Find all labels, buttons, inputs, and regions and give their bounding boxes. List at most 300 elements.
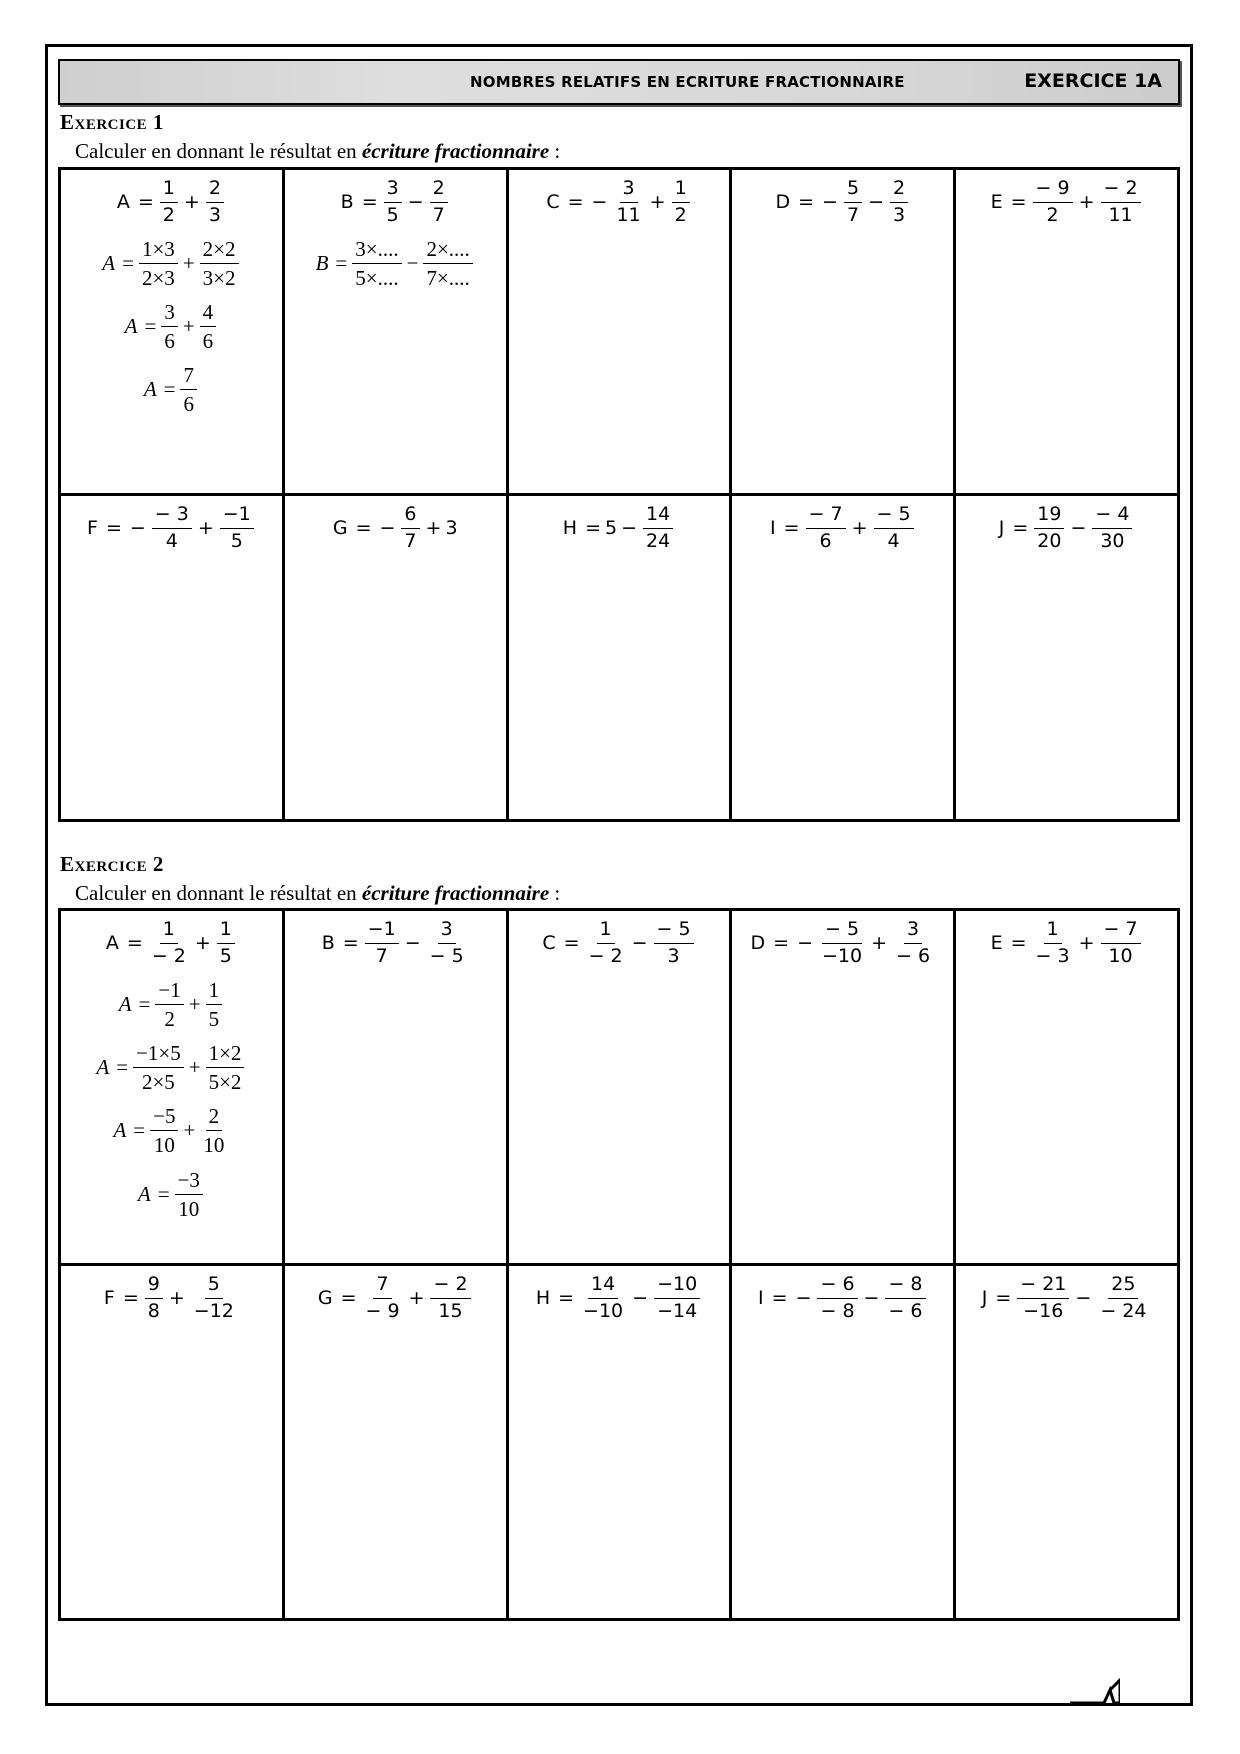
answer-cell-d[interactable] bbox=[731, 169, 955, 495]
denominator: 3 bbox=[667, 944, 680, 967]
fraction bbox=[817, 1274, 857, 1323]
expression-label: D bbox=[775, 191, 791, 214]
exercise1-row-2 bbox=[60, 495, 1179, 821]
integer-term: 3 bbox=[445, 517, 458, 540]
fraction bbox=[155, 978, 183, 1031]
denominator: 20 bbox=[1037, 529, 1062, 552]
denominator: 6 bbox=[819, 529, 832, 552]
expression-label: J bbox=[981, 1287, 988, 1310]
step-variable: A bbox=[143, 377, 157, 402]
fraction bbox=[844, 178, 862, 227]
numerator: 1 bbox=[160, 919, 178, 944]
fraction bbox=[893, 919, 933, 968]
fraction bbox=[200, 300, 217, 353]
exercise1-instruction-text: Calculer en donnant le résultat en bbox=[75, 139, 362, 163]
denominator: −16 bbox=[1023, 1299, 1064, 1322]
fraction bbox=[580, 1274, 626, 1323]
equals-sign: = bbox=[105, 517, 122, 540]
numerator: −1 bbox=[155, 978, 183, 1005]
expression-label: B bbox=[340, 191, 354, 214]
operator: − bbox=[379, 517, 396, 540]
exercise1-title: Exercice 1 bbox=[60, 110, 164, 134]
numerator: 7 bbox=[180, 363, 197, 390]
exercise2-instruction-emphasis: écriture fractionnaire bbox=[361, 881, 550, 905]
fraction bbox=[200, 1104, 227, 1157]
denominator: 7 bbox=[432, 203, 445, 226]
numerator: −1 bbox=[365, 919, 399, 944]
denominator: 4 bbox=[887, 529, 900, 552]
answer-cell-b[interactable] bbox=[283, 169, 507, 495]
fraction bbox=[200, 237, 239, 290]
denominator: 7 bbox=[375, 944, 388, 967]
equals-sign: = bbox=[783, 517, 800, 540]
fraction bbox=[206, 978, 223, 1031]
fraction bbox=[384, 178, 402, 227]
operator: + bbox=[1078, 932, 1095, 955]
numerator: 1 bbox=[217, 919, 235, 944]
operator: + bbox=[649, 191, 666, 214]
numerator: 2×.... bbox=[423, 237, 472, 264]
numerator: − 5 bbox=[822, 919, 862, 944]
equals-sign: = bbox=[342, 932, 359, 955]
numerator: 1 bbox=[672, 178, 690, 203]
numerator: 3 bbox=[620, 178, 638, 203]
denominator: 24 bbox=[646, 529, 671, 552]
fraction bbox=[139, 237, 178, 290]
expression-label: A bbox=[116, 191, 130, 214]
fraction bbox=[1097, 1274, 1149, 1323]
expression-i bbox=[770, 504, 916, 553]
numerator: 3 bbox=[161, 300, 178, 327]
operator: + bbox=[182, 314, 195, 339]
numerator: 5 bbox=[205, 1274, 223, 1299]
expression-h bbox=[536, 1274, 702, 1323]
operator: + bbox=[183, 1118, 196, 1143]
equals-sign: = bbox=[995, 1287, 1012, 1310]
numerator: 4 bbox=[200, 300, 217, 327]
step-variable: A bbox=[102, 250, 116, 275]
operator: − bbox=[1070, 517, 1087, 540]
operator: + bbox=[183, 191, 200, 214]
exercise2-table bbox=[58, 908, 1180, 1621]
expression-label: H bbox=[535, 1287, 551, 1310]
fraction bbox=[160, 178, 178, 227]
fraction bbox=[152, 504, 192, 553]
numerator: − 3 bbox=[152, 504, 192, 529]
operator: + bbox=[194, 932, 211, 955]
expression-label: C bbox=[542, 932, 556, 955]
fraction bbox=[874, 504, 914, 553]
expression-d bbox=[751, 919, 936, 968]
expression-j bbox=[999, 504, 1135, 553]
numerator: 2 bbox=[890, 178, 908, 203]
expression-h bbox=[563, 504, 675, 553]
denominator: 3×2 bbox=[202, 265, 236, 290]
numerator: 1 bbox=[160, 178, 178, 203]
operator: − bbox=[1075, 1287, 1092, 1310]
expression-d bbox=[775, 178, 910, 227]
solution-step bbox=[63, 237, 280, 290]
denominator: − 3 bbox=[1035, 944, 1070, 967]
solution-step bbox=[287, 237, 504, 290]
expression-c bbox=[542, 919, 695, 968]
equals-sign: = bbox=[137, 191, 154, 214]
fraction bbox=[890, 178, 908, 227]
denominator: 10 bbox=[203, 1133, 225, 1158]
equals-sign: = bbox=[773, 932, 790, 955]
expression-e bbox=[991, 919, 1143, 968]
exercise1-instruction bbox=[75, 139, 560, 164]
fraction bbox=[206, 178, 224, 227]
expression-label: I bbox=[770, 517, 776, 540]
solution-step bbox=[63, 978, 280, 1031]
exercise2-instruction-end: : bbox=[549, 881, 561, 905]
answer-cell-a[interactable] bbox=[60, 169, 284, 495]
fraction bbox=[149, 919, 189, 968]
numerator: 1 bbox=[597, 919, 615, 944]
fraction bbox=[427, 919, 467, 968]
operator: + bbox=[851, 517, 868, 540]
denominator: 6 bbox=[202, 329, 214, 354]
equals-sign: = bbox=[157, 1181, 170, 1206]
denominator: − 9 bbox=[365, 1299, 400, 1322]
denominator: − 24 bbox=[1100, 1299, 1147, 1322]
expression-label: E bbox=[990, 191, 1003, 214]
operator: − bbox=[406, 250, 419, 275]
operator: + bbox=[182, 250, 195, 275]
numerator: − 6 bbox=[817, 1274, 857, 1299]
numerator: 3 bbox=[904, 919, 922, 944]
denominator: 8 bbox=[147, 1299, 160, 1322]
equals-sign: = bbox=[567, 191, 584, 214]
denominator: 5 bbox=[219, 944, 232, 967]
fraction bbox=[1101, 919, 1141, 968]
answer-cell-g[interactable] bbox=[283, 495, 507, 821]
denominator: − 6 bbox=[896, 944, 931, 967]
numerator: − 7 bbox=[806, 504, 846, 529]
page-corner-fold bbox=[1070, 1676, 1120, 1706]
operator: − bbox=[632, 1287, 649, 1310]
expression-label: F bbox=[87, 517, 98, 540]
denominator: 11 bbox=[616, 203, 641, 226]
header-title: NOMBRES RELATIFS EN ECRITURE FRACTIONNAIRE bbox=[470, 73, 905, 91]
step-variable: A bbox=[113, 1118, 127, 1143]
fraction bbox=[430, 1274, 470, 1323]
equals-sign: = bbox=[1012, 517, 1029, 540]
solution-step bbox=[63, 1104, 280, 1157]
fraction bbox=[217, 919, 235, 968]
fraction bbox=[220, 504, 254, 553]
fraction bbox=[133, 1041, 184, 1094]
fraction bbox=[1017, 1274, 1069, 1323]
expression-a bbox=[106, 919, 237, 968]
step-variable: A bbox=[124, 314, 138, 339]
expression-label: D bbox=[750, 932, 766, 955]
denominator: 15 bbox=[438, 1299, 463, 1322]
denominator: −14 bbox=[657, 1299, 698, 1322]
equals-sign: = bbox=[126, 932, 143, 955]
fraction bbox=[363, 1274, 403, 1323]
answer-cell-f[interactable] bbox=[60, 1265, 284, 1620]
answer-cell-c[interactable] bbox=[507, 169, 731, 495]
numerator: 3 bbox=[384, 178, 402, 203]
fraction bbox=[613, 178, 643, 227]
answer-cell-e[interactable] bbox=[955, 910, 1179, 1265]
fraction bbox=[654, 919, 694, 968]
equals-sign: = bbox=[335, 250, 348, 275]
operator: − bbox=[407, 191, 424, 214]
numerator: − 5 bbox=[874, 504, 914, 529]
numerator: − 21 bbox=[1017, 1274, 1069, 1299]
operator: + bbox=[408, 1287, 425, 1310]
numerator: − 8 bbox=[885, 1274, 925, 1299]
denominator: 7 bbox=[404, 529, 417, 552]
equals-sign: = bbox=[798, 191, 815, 214]
denominator: 10 bbox=[153, 1133, 175, 1158]
numerator: 5 bbox=[844, 178, 862, 203]
equals-sign: = bbox=[355, 517, 372, 540]
expression-label: G bbox=[332, 517, 348, 540]
expression-label: J bbox=[998, 517, 1005, 540]
denominator: 5 bbox=[230, 529, 243, 552]
numerator: − 2 bbox=[1101, 178, 1141, 203]
answer-cell-e[interactable] bbox=[955, 169, 1179, 495]
operator: − bbox=[868, 191, 884, 214]
fraction bbox=[819, 919, 865, 968]
answer-cell-b[interactable] bbox=[283, 910, 507, 1265]
expression-e bbox=[991, 178, 1143, 227]
answer-cell-c[interactable] bbox=[507, 910, 731, 1265]
denominator: 7×.... bbox=[426, 265, 470, 290]
denominator: −10 bbox=[821, 944, 863, 967]
answer-cell-i[interactable] bbox=[731, 495, 955, 821]
expression-g bbox=[333, 504, 458, 553]
denominator: 2 bbox=[162, 203, 175, 226]
fraction bbox=[1034, 504, 1064, 553]
operator: − bbox=[795, 1287, 812, 1310]
denominator: − 2 bbox=[588, 944, 623, 967]
denominator: − 5 bbox=[429, 944, 464, 967]
solution-step bbox=[63, 1168, 280, 1221]
denominator: 5×2 bbox=[208, 1070, 242, 1095]
fraction bbox=[145, 1274, 163, 1323]
step-variable: A bbox=[137, 1181, 151, 1206]
answer-cell-h[interactable] bbox=[507, 495, 731, 821]
denominator: 6 bbox=[164, 329, 175, 354]
expression-label: F bbox=[103, 1287, 115, 1310]
expression-label: E bbox=[990, 932, 1003, 955]
answer-cell-j[interactable] bbox=[955, 495, 1179, 821]
expression-label: B bbox=[321, 932, 335, 955]
exercise2-row-2 bbox=[60, 1265, 1179, 1620]
numerator: 3 bbox=[438, 919, 456, 944]
fraction bbox=[1033, 178, 1073, 227]
solution-step bbox=[63, 1041, 280, 1094]
denominator: 7 bbox=[846, 203, 860, 226]
numerator: 14 bbox=[588, 1274, 618, 1299]
expression-label: H bbox=[562, 517, 578, 540]
exercise1-instruction-end: : bbox=[549, 139, 561, 163]
expression-a bbox=[117, 178, 226, 227]
operator: − bbox=[631, 932, 648, 955]
numerator: −10 bbox=[654, 1274, 700, 1299]
header-exercise-code: EXERCICE 1A bbox=[1024, 70, 1162, 92]
numerator: −1 bbox=[220, 504, 254, 529]
expression-b bbox=[341, 178, 450, 227]
operator: + bbox=[197, 517, 214, 540]
operator: + bbox=[425, 517, 442, 540]
fraction bbox=[191, 1274, 237, 1323]
denominator: 11 bbox=[1108, 203, 1133, 226]
fraction bbox=[180, 363, 197, 416]
expression-j bbox=[982, 1274, 1152, 1323]
numerator: − 4 bbox=[1092, 504, 1132, 529]
equals-sign: = bbox=[585, 517, 601, 540]
numerator: 2 bbox=[430, 178, 448, 203]
denominator: 2 bbox=[674, 203, 687, 226]
numerator: 19 bbox=[1034, 504, 1064, 529]
numerator: 1 bbox=[206, 978, 223, 1005]
answer-cell-i[interactable] bbox=[731, 1265, 955, 1620]
numerator: 2 bbox=[206, 178, 224, 203]
exercise2-instruction-text: Calculer en donnant le résultat en bbox=[75, 881, 362, 905]
equals-sign: = bbox=[163, 377, 176, 402]
fraction bbox=[430, 178, 448, 227]
answer-cell-h[interactable] bbox=[507, 1265, 731, 1620]
denominator: 10 bbox=[1108, 944, 1133, 967]
fraction bbox=[365, 919, 399, 968]
exercise1-instruction-emphasis: écriture fractionnaire bbox=[361, 139, 550, 163]
equals-sign: = bbox=[1010, 191, 1027, 214]
fraction bbox=[206, 1041, 245, 1094]
fraction bbox=[1033, 919, 1073, 968]
operator: + bbox=[871, 932, 888, 955]
operator: − bbox=[591, 191, 608, 214]
solution-step bbox=[63, 363, 280, 416]
numerator: 3×.... bbox=[352, 237, 401, 264]
operator: − bbox=[404, 932, 421, 955]
expression-label: G bbox=[317, 1287, 333, 1310]
numerator: 14 bbox=[643, 504, 673, 529]
denominator: 2×3 bbox=[141, 265, 175, 290]
expression-label: I bbox=[758, 1287, 764, 1310]
denominator: 6 bbox=[183, 392, 194, 417]
answer-cell-g[interactable] bbox=[283, 1265, 507, 1620]
fraction bbox=[401, 504, 419, 553]
numerator: 1 bbox=[1044, 919, 1062, 944]
fraction bbox=[423, 237, 472, 290]
denominator: 2 bbox=[1046, 203, 1059, 226]
operator: − bbox=[797, 932, 813, 955]
fraction bbox=[161, 300, 178, 353]
denominator: −10 bbox=[583, 1299, 624, 1322]
numerator: − 5 bbox=[654, 919, 694, 944]
numerator: 2 bbox=[206, 1104, 223, 1131]
fraction bbox=[806, 504, 846, 553]
expression-label: C bbox=[546, 191, 560, 214]
operator: − bbox=[863, 1287, 880, 1310]
numerator: −3 bbox=[175, 1168, 203, 1195]
equals-sign: = bbox=[361, 191, 378, 214]
denominator: 5×.... bbox=[355, 265, 399, 290]
equals-sign: = bbox=[563, 932, 580, 955]
answer-cell-j[interactable] bbox=[955, 1265, 1179, 1620]
numerator: 6 bbox=[401, 504, 419, 529]
operator: + bbox=[188, 991, 201, 1016]
denominator: 3 bbox=[892, 203, 906, 226]
fraction bbox=[672, 178, 690, 227]
denominator: 4 bbox=[165, 529, 178, 552]
exercise2-title: Exercice 2 bbox=[60, 852, 164, 876]
denominator: 30 bbox=[1100, 529, 1125, 552]
denominator: −12 bbox=[193, 1299, 234, 1322]
step-variable: A bbox=[96, 1055, 110, 1080]
answer-cell-d[interactable] bbox=[731, 910, 955, 1265]
numerator: 9 bbox=[145, 1274, 163, 1299]
denominator: 5 bbox=[208, 1006, 220, 1031]
equals-sign: = bbox=[122, 1287, 139, 1310]
answer-cell-a[interactable] bbox=[60, 910, 284, 1265]
equals-sign: = bbox=[116, 1055, 129, 1080]
equals-sign: = bbox=[1010, 932, 1027, 955]
operator: + bbox=[188, 1055, 201, 1080]
step-variable: B bbox=[315, 250, 329, 275]
numerator: − 7 bbox=[1101, 919, 1141, 944]
answer-cell-f[interactable] bbox=[60, 495, 284, 821]
fraction bbox=[885, 1274, 925, 1323]
numerator: 2×2 bbox=[200, 237, 239, 264]
expression-label: A bbox=[105, 932, 119, 955]
solution-step bbox=[63, 300, 280, 353]
fraction bbox=[1101, 178, 1141, 227]
equals-sign: = bbox=[771, 1287, 788, 1310]
expression-f bbox=[87, 504, 256, 553]
fraction bbox=[150, 1104, 178, 1157]
equals-sign: = bbox=[122, 250, 134, 275]
denominator: 2 bbox=[164, 1006, 175, 1031]
fraction bbox=[586, 919, 626, 968]
denominator: 10 bbox=[178, 1196, 200, 1221]
expression-g bbox=[318, 1274, 473, 1323]
equals-sign: = bbox=[133, 1118, 146, 1143]
denominator: 5 bbox=[386, 203, 399, 226]
denominator: − 6 bbox=[888, 1299, 923, 1322]
equals-sign: = bbox=[558, 1287, 575, 1310]
numerator: − 9 bbox=[1033, 178, 1073, 203]
expression-i bbox=[758, 1274, 928, 1323]
expression-b bbox=[322, 919, 469, 968]
integer-term: 5 bbox=[605, 517, 618, 540]
fraction bbox=[1092, 504, 1132, 553]
exercise2-instruction bbox=[75, 881, 560, 906]
operator: + bbox=[1078, 191, 1095, 214]
operator: − bbox=[129, 517, 146, 540]
page-header bbox=[58, 59, 1180, 105]
numerator: 1×3 bbox=[139, 237, 178, 264]
fraction bbox=[352, 237, 401, 290]
operator: − bbox=[621, 517, 638, 540]
expression-f bbox=[104, 1274, 239, 1323]
numerator: − 2 bbox=[430, 1274, 470, 1299]
exercise2-row-1 bbox=[60, 910, 1179, 1265]
expression-c bbox=[546, 178, 691, 227]
equals-sign: = bbox=[144, 314, 157, 339]
numerator: 25 bbox=[1108, 1274, 1138, 1299]
denominator: − 2 bbox=[151, 944, 186, 967]
exercise1-table bbox=[58, 167, 1180, 822]
exercise1-row-1 bbox=[60, 169, 1179, 495]
step-variable: A bbox=[118, 991, 132, 1016]
